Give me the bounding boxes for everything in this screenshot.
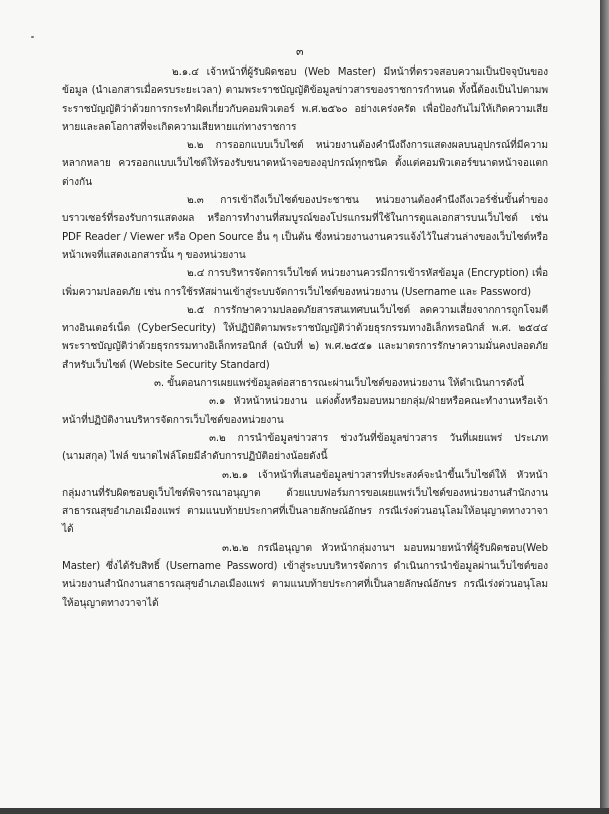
paragraph-3-1: ๓.๑ หัวหน้าหน่วยงาน แต่งตั้งหรือมอบหมายกลุ่ม/ฝ่ายหรือคณะทำงานหรือเจ้าหน้าที่ปฏิบัติงานบริหารจัดการเว็บไซต์ของหน่วยงาน xyxy=(62,396,548,426)
paragraph-2-1-4: ๒.๑.๔ เจ้าหน้าที่ผู้รับผิดชอบ (Web Master) มีหน้าที่ตรวจสอบความเป็นปัจจุบันของข้อมูล (นำเอกสารเมื่อครบระยะเวลา) ตามพระราชบัญญัติข้อมูลข่าวสารของราชการกำหนด ทั้งนี้ต้องเป็นไปตามพระราชบัญญัติว่าด้วยการกระทำผิดเกี่ยวกับคอมพิวเตอร์ พ.ศ.๒๕๖๐ อย่างเคร่งครัด เพื่อป้องกันไม่ให้เกิดความเสียหายและลดโอกาสที่จะเกิดความเสียหายแก่ทางราชการ xyxy=(62,67,548,133)
paragraph-2-4: ๒.๔ การบริหารจัดการเว็บไซต์ หน่วยงานควรมีการเข้ารหัสข้อมูล (Encryption) เพื่อเพิ่มความปลอดภัย เช่น การใช้รหัสผ่านเข้าสู่ระบบจัดการเว็บไซต์ของหน่วยงาน (Username และ Password) xyxy=(62,268,548,298)
paragraph-2-2: ๒.๒ การออกแบบเว็บไซต์ หน่วยงานต้องคำนึงถึงการแสดงผลบนอุปกรณ์ที่มีความหลากหลาย ควรออกแบบเว็บไซต์ให้รองรับขนาดหน้าจอของอุปกรณ์ทุกชนิด ตั้งแต่คอมพิวเตอร์ขนาดหน้าจอแตกต่างกัน xyxy=(62,140,548,188)
scan-speck xyxy=(31,36,34,38)
scan-edge-right xyxy=(600,0,609,814)
paragraph-3-2-1: ๓.๒.๑ เจ้าหน้าที่เสนอข้อมูลข่าวสารที่ประสงค์จะนำขึ้นเว็บไซต์ให้ หัวหน้ากลุ่มงานที่รับผิดชอบดูเว็บไซต์พิจารณาอนุญาต ด้วยแบบฟอร์มการขอเผยแพร่เว็บไซต์ของหน่วยงานสำนักงานสาธารณสุขอำเภอเมืองแพร่ ตามแนบท้ายประกาศที่เป็นลายลักษณ์อักษร กรณีเร่งด่วนอนุโลมให้อนุญาตทางวาจาได้ xyxy=(62,469,548,536)
scan-edge-bottom xyxy=(0,808,609,814)
page-number: ๓ xyxy=(296,45,304,58)
paragraph-3-2-2: ๓.๒.๒ กรณีอนุญาต หัวหน้ากลุ่มงานฯ มอบหมายหน้าที่ผู้รับผิดชอบ(Web Master) ซึ่งได้รับสิทธิ์ (Username Password) เข้าสู่ระบบบริหารจัดการ ดำเนินการนำข้อมูลผ่านเว็บไซต์ของหน่วยงานสำนักงานสาธารณสุขอำเภอเมืองแพร่ ตามแนบท้ายประกาศที่เป็นลายลักษณ์อักษร กรณีเร่งด่วนอนุโลมให้อนุญาตทางวาจาได้ xyxy=(62,542,548,609)
paragraph-2-3: ๒.๓ การเข้าถึงเว็บไซต์ของประชาชน หน่วยงานต้องคำนึงถึงเวอร์ชั่นขั้นต่ำของบราวเซอร์ที่รองรับการแสดงผล หรือการทำงานที่สมบูรณ์ของโปรแกรมที่ใช้ในการดูแลเอกสารบนเว็บไซต์ เช่น PDF Reader / Viewer หรือ Open Source อื่น ๆ เป็นต้น ซึ่งหน่วยงานงานควรแจ้งไว้ในส่วนล่างของเว็บไซต์หรือหน้าเพจที่แสดงเอกสารนั้น ๆ ของหน่วยงาน xyxy=(62,195,548,261)
paragraph-2-5: ๒.๕ การรักษาความปลอดภัยสารสนเทศบนเว็บไซต์ ลดความเสี่ยงจากการถูกโจมตีทางอินเตอร์เน็ต (CyberSecurity) ให้ปฏิบัติตามพระราชบัญญัติว่าด้วยธุรกรรมทางอิเล็กทรอนิกส์ พ.ศ. ๒๕๔๔ พระราชบัญญัติว่าด้วยธุรกรรมทางอิเล็กทรอนิกส์ (ฉบับที่ ๒) พ.ศ.๒๕๕๑ และมาตรการรักษาความมั่นคงปลอดภัยสำหรับเว็บไซต์ (Website Security Standard) xyxy=(62,304,548,371)
paragraph-3-2: ๓.๒ การนำข้อมูลข่าวสาร ช่วงวันที่ข้อมูลข่าวสาร วันที่เผยแพร่ ประเภท (นามสกุล) ไฟล์ ขนาดไฟล์โดยมีลำดับการปฏิบัติอย่างน้อยดังนี้ xyxy=(62,432,548,463)
document-body xyxy=(62,64,548,613)
paragraph-3: ๓. ขั้นตอนการเผยแพร่ข้อมูลต่อสาธารณะผ่านเว็บไซต์ของหน่วยงาน ให้ดำเนินการดังนี้ xyxy=(154,378,525,390)
